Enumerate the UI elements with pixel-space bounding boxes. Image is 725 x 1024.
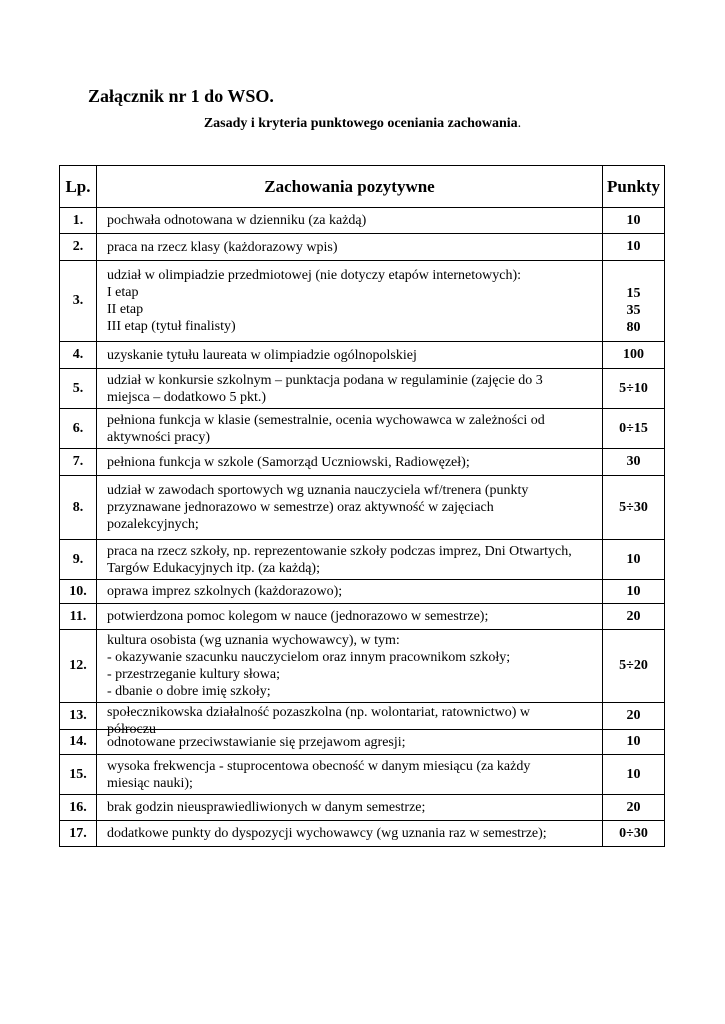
table-row — [60, 703, 665, 730]
description-line: półroczu — [107, 722, 156, 737]
row-number: 8. — [60, 476, 97, 540]
description-line: przyznawane jednorazowo w semestrze) oraz aktywność w zajęciach — [107, 500, 494, 515]
points-value: 10 — [626, 212, 641, 228]
description-line: praca na rzecz klasy (każdorazowy wpis) — [107, 239, 338, 255]
points-value: 20 — [626, 708, 641, 723]
row-points — [603, 580, 665, 604]
row-points — [603, 342, 665, 369]
description-line: uzyskanie tytułu laureata w olimpiadzie ogólnopolskiej — [107, 347, 417, 363]
points-value: 5÷30 — [619, 499, 648, 515]
description-line: - dbanie o dobre imię szkoły; — [107, 684, 271, 699]
table-row — [60, 630, 665, 703]
row-points — [603, 540, 665, 580]
document-title: Załącznik nr 1 do WSO. — [88, 86, 274, 106]
description-line: III etap (tytuł finalisty) — [107, 319, 236, 334]
row-description — [97, 630, 603, 703]
row-points — [603, 409, 665, 449]
header-points: Punkty — [603, 166, 665, 208]
row-description — [97, 208, 603, 234]
description-line: Targów Edukacyjnych itp. (za każdą); — [107, 560, 320, 576]
points-value: 10 — [626, 239, 641, 254]
row-number: 12. — [60, 630, 97, 703]
description-line: udział w zawodach sportowych wg uznania nauczyciela wf/trenera (punkty — [107, 483, 529, 498]
row-points — [603, 730, 665, 755]
row-number: 5. — [60, 369, 97, 409]
points-value: 10 — [626, 551, 641, 567]
row-description — [97, 580, 603, 604]
row-points — [603, 261, 665, 342]
row-number: 17. — [60, 821, 97, 847]
description-line: - przestrzeganie kultury słowa; — [107, 667, 280, 682]
row-number: 3. — [60, 261, 97, 342]
description-line: pełniona funkcja w szkole (Samorząd Uczniowski, Radiowęzeł); — [107, 454, 470, 470]
row-number: 6. — [60, 409, 97, 449]
row-number: 1. — [60, 208, 97, 234]
table-row — [60, 604, 665, 630]
row-description — [97, 476, 603, 540]
points-value: 10 — [626, 734, 641, 749]
description-line: wysoka frekwencja - stuprocentowa obecność w danym miesiącu (za każdy — [107, 758, 531, 774]
row-number: 4. — [60, 342, 97, 369]
description-line: udział w konkursie szkolnym – punktacja podana w regulaminie (zajęcie do 3 — [107, 372, 543, 388]
description-line: dodatkowe punkty do dyspozycji wychowawcy (wg uznania raz w semestrze); — [107, 826, 547, 841]
header-description: Zachowania pozytywne — [97, 166, 603, 208]
table-row — [60, 540, 665, 580]
row-number: 9. — [60, 540, 97, 580]
row-description — [97, 795, 603, 821]
row-number: 11. — [60, 604, 97, 630]
points-value: 35 — [626, 302, 641, 318]
row-description — [97, 261, 603, 342]
row-points — [603, 476, 665, 540]
table-row — [60, 449, 665, 476]
points-value: 100 — [623, 347, 644, 362]
description-line: I etap — [107, 285, 139, 300]
row-points — [603, 604, 665, 630]
row-points — [603, 795, 665, 821]
row-number: 16. — [60, 795, 97, 821]
description-line: pozalekcyjnych; — [107, 517, 199, 532]
table-row — [60, 342, 665, 369]
points-value: 80 — [626, 319, 641, 335]
row-description — [97, 342, 603, 369]
row-number: 13. — [60, 703, 97, 730]
row-description — [97, 821, 603, 847]
description-line: oprawa imprez szkolnych (każdorazowo); — [107, 584, 343, 599]
table-header-row — [60, 166, 665, 208]
description-line: pochwała odnotowana w dzienniku (za każdą) — [107, 213, 367, 228]
table-row — [60, 795, 665, 821]
description-line: pełniona funkcja w klasie (semestralnie, ocenia wychowawca w zależności od — [107, 412, 545, 428]
row-description — [97, 234, 603, 261]
table-row — [60, 234, 665, 261]
document-subtitle — [0, 116, 725, 132]
row-description — [97, 703, 603, 737]
row-points — [603, 369, 665, 409]
row-description — [97, 604, 603, 630]
header-lp: Lp. — [60, 166, 97, 208]
row-points — [603, 234, 665, 261]
points-value: 20 — [626, 608, 641, 624]
description-line: - okazywanie szacunku nauczycielom oraz innym pracownikom szkoły; — [107, 650, 511, 665]
row-points — [603, 821, 665, 847]
description-line: II etap — [107, 302, 144, 317]
description-line: miesiąc nauki); — [107, 775, 193, 791]
row-number: 7. — [60, 449, 97, 476]
row-description — [97, 540, 603, 580]
description-line: brak godzin nieusprawiedliwionych w danym semestrze; — [107, 800, 426, 815]
row-number: 2. — [60, 234, 97, 261]
table-row — [60, 730, 665, 755]
table-row — [60, 580, 665, 604]
description-line: potwierdzona pomoc kolegom w nauce (jednorazowo w semestrze); — [107, 609, 489, 624]
points-value: 0÷15 — [619, 420, 648, 436]
description-line: udział w olimpiadzie przedmiotowej (nie dotyczy etapów internetowych): — [107, 268, 522, 283]
row-number: 15. — [60, 755, 97, 795]
table-row — [60, 755, 665, 795]
description-line: aktywności pracy) — [107, 429, 211, 445]
points-value: 20 — [626, 799, 641, 815]
description-line: kultura osobista (wg uznania wychowawcy), w tym: — [107, 633, 400, 648]
subtitle-period: . — [517, 116, 522, 131]
row-number: 14. — [60, 730, 97, 755]
row-points — [603, 703, 665, 730]
description-line: społecznikowska działalność pozaszkolna (np. wolontariat, ratownictwo) w — [107, 705, 530, 720]
row-description — [97, 409, 603, 449]
points-value: 0÷30 — [619, 825, 648, 841]
row-description — [97, 449, 603, 476]
description-line: praca na rzecz szkoły, np. reprezentowanie szkoły podczas imprez, Dni Otwartych, — [107, 543, 572, 559]
points-value: 10 — [626, 583, 641, 599]
row-points — [603, 630, 665, 703]
criteria-table — [59, 165, 665, 847]
table-row — [60, 821, 665, 847]
description-line: miejsca – dodatkowo 5 pkt.) — [107, 389, 267, 405]
points-value: 5÷10 — [619, 380, 648, 396]
table-row — [60, 369, 665, 409]
description-line: odnotowane przeciwstawianie się przejawom agresji; — [107, 734, 406, 750]
row-number: 10. — [60, 580, 97, 604]
table-row — [60, 409, 665, 449]
row-description — [97, 369, 603, 409]
row-points — [603, 449, 665, 476]
points-value: 15 — [626, 285, 641, 301]
points-value: 10 — [626, 766, 641, 782]
subtitle-text: Zasady i kryteria punktowego oceniania zachowania — [203, 116, 518, 131]
row-description — [97, 730, 603, 755]
table-row — [60, 208, 665, 234]
row-points — [603, 755, 665, 795]
row-points — [603, 208, 665, 234]
table-row — [60, 261, 665, 342]
table-row — [60, 476, 665, 540]
points-value: 5÷20 — [619, 658, 648, 673]
points-value: 30 — [626, 454, 641, 469]
row-description — [97, 755, 603, 795]
